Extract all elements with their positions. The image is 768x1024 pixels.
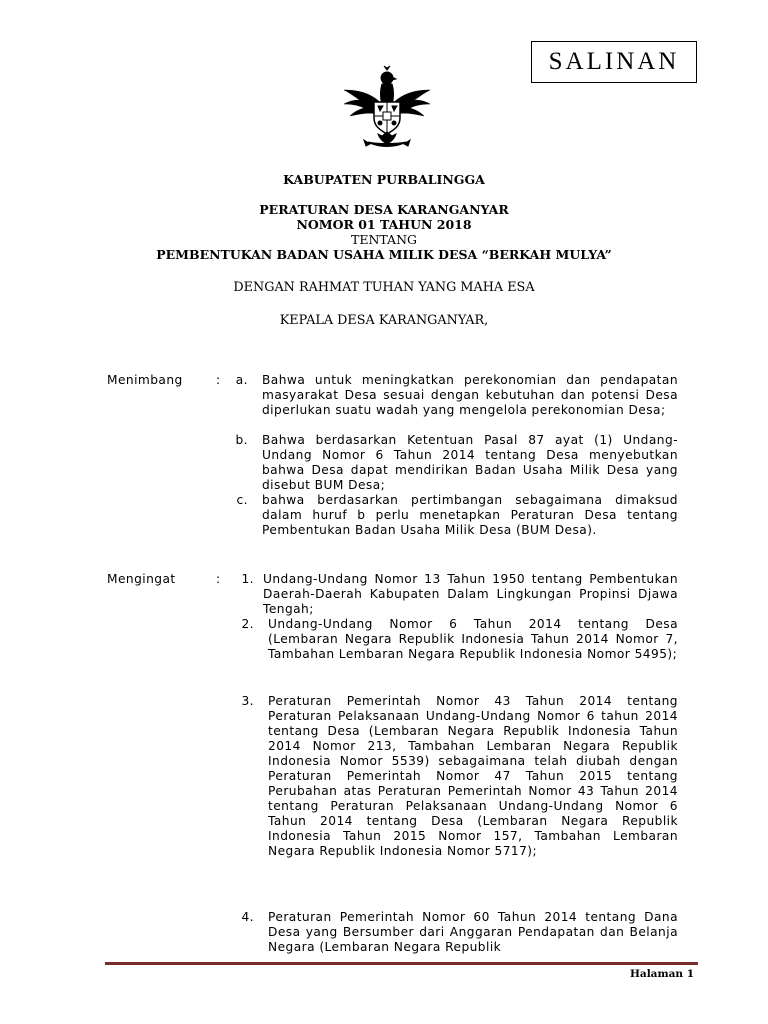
considering-marker: b.	[235, 433, 248, 447]
regulation-title: PERATURAN DESA KARANGANYAR	[259, 202, 509, 217]
considering-item: bahwa berdasarkan pertimbangan sebagaimana dimaksud dalam huruf b perlu menetapkan Peraturan Desa tentang Pembentukan Badan Usaha Milik Desa (BUM Desa).	[262, 493, 678, 537]
considering-marker: c.	[236, 493, 248, 507]
regulation-subject: PEMBENTUKAN BADAN USAHA MILIK DESA “BERKAH MULYA”	[156, 247, 612, 262]
recalling-item: Peraturan Pemerintah Nomor 43 Tahun 2014 tentang Peraturan Pelaksanaan Undang-Undang Nomor 6 tahun 2014 tentang Desa (Lembaran Negara Republik Indonesia Tahun 2014 Nomor 213, Tambahan Lembaran Negara Republik Indonesia Nomor 5539) sebagaimana telah diubah dengan Peraturan Pemerintah Nomor 47 Tahun 2015 tentang Perubahan atas Peraturan Pemerintah Nomor 43 Tahun 2014 tentang Peraturan Pelaksanaan Undang-Undang Nomor 6 Tahun 2014 tentang Desa (Lembaran Negara Republik Indonesia Tahun 2015 Nomor 157, Tambahan Lembaran Negara Republik Indonesia Nomor 5717);	[268, 694, 678, 858]
considering-colon: :	[216, 373, 221, 387]
considering-label: Menimbang	[107, 373, 183, 387]
page-number: Halaman 1	[629, 968, 694, 980]
garuda-emblem-icon	[338, 64, 436, 150]
considering-item: Bahwa berdasarkan Ketentuan Pasal 87 ayat (1) Undang-Undang Nomor 6 Tahun 2014 tentang Desa menyebutkan bahwa Desa dapat mendirikan Badan Usaha Milik Desa yang disebut BUM Desa;	[262, 433, 678, 492]
considering-item: Bahwa untuk meningkatkan perekonomian dan pendapatan masyarakat Desa sesuai dengan kebutuhan dan potensi Desa diperlukan suatu wadah yang mengelola perekonomian Desa;	[262, 373, 678, 417]
regency-title: KABUPATEN PURBALINGGA	[283, 172, 485, 187]
recalling-item: Peraturan Pemerintah Nomor 60 Tahun 2014 tentang Dana Desa yang Bersumber dari Anggaran Pendapatan dan Belanja Negara (Lembaran Negara Republik	[268, 910, 678, 954]
recalling-item: Undang-Undang Nomor 6 Tahun 2014 tentang Desa (Lembaran Negara Republik Indonesia Tahun 2014 Nomor 7, Tambahan Lembaran Negara Republik Indonesia Nomor 5495);	[268, 617, 678, 661]
village-head: KEPALA DESA KARANGANYAR,	[279, 313, 489, 328]
about-label: TENTANG	[350, 232, 417, 247]
recalling-colon: :	[216, 572, 221, 586]
recalling-marker: 3.	[241, 694, 254, 708]
recalling-item: Undang-Undang Nomor 13 Tahun 1950 tentang Pembentukan Daerah-Daerah Kabupaten Dalam Lingkungan Propinsi Djawa Tengah;	[263, 572, 678, 616]
considering-marker: a.	[235, 373, 248, 387]
recalling-marker: 2.	[241, 617, 254, 631]
regulation-number: NOMOR 01 TAHUN 2018	[296, 217, 472, 232]
recalling-marker: 1.	[241, 572, 254, 586]
salinan-stamp: SALINAN	[531, 41, 697, 83]
footer-rule	[105, 962, 698, 965]
preamble-grace: DENGAN RAHMAT TUHAN YANG MAHA ESA	[233, 280, 535, 295]
recalling-label: Mengingat	[107, 572, 176, 586]
recalling-marker: 4.	[241, 910, 254, 924]
